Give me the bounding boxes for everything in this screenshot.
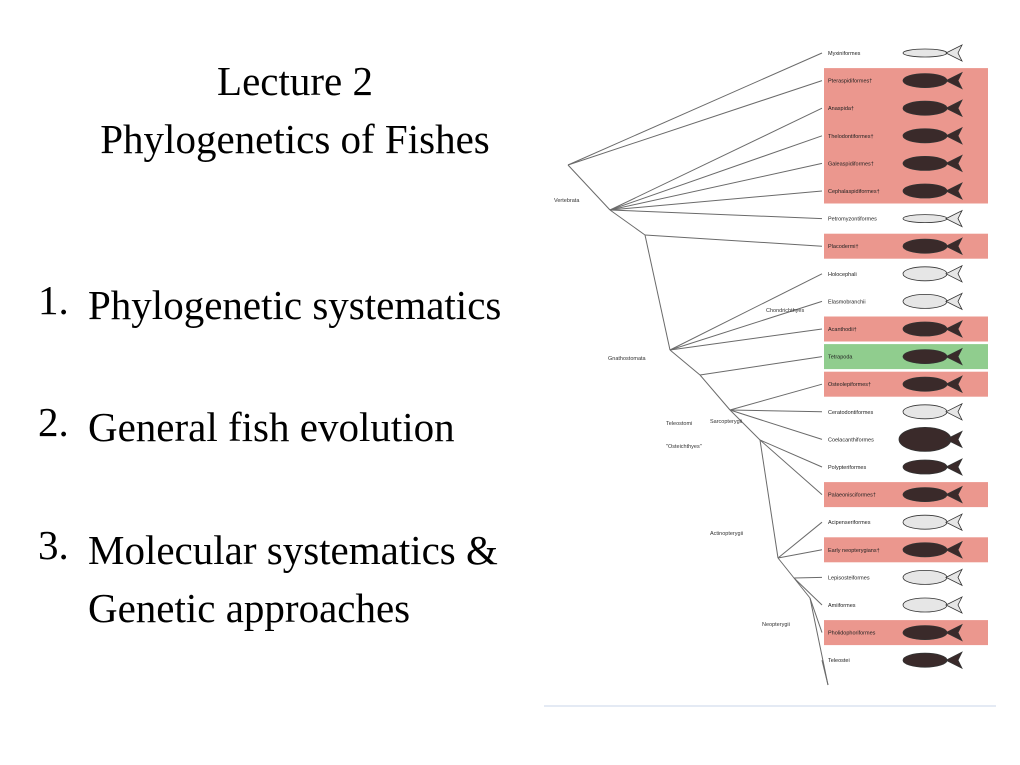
taxon-label-thelodontiformes: Thelodontiformes† — [828, 133, 874, 140]
tree-branch — [760, 440, 778, 558]
taxon-label-tetrapoda: Tetrapoda — [828, 354, 853, 361]
taxon-label-myxiniformes: Myxiniformes — [828, 51, 861, 57]
tree-branch — [670, 350, 700, 375]
fish-tail-acipenseriformes — [946, 514, 962, 530]
fish-tail-petromyzontiformes — [946, 211, 962, 227]
fish-silhouette-thelodontiformes — [903, 129, 947, 143]
fish-silhouette-elasmobranchii — [903, 294, 947, 308]
taxon-label-ceratodontiformes: Ceratodontiformes — [828, 409, 874, 416]
taxon-label-teleostei: Teleostei — [828, 658, 850, 665]
fish-silhouette-galeaspidiformes — [903, 156, 947, 170]
topic-text — [88, 521, 498, 637]
tree-branch — [610, 163, 822, 210]
tree-branch — [670, 329, 822, 350]
fish-silhouette-osteolepiformes — [903, 377, 947, 391]
fish-tail-lepisosteiformes — [946, 569, 962, 585]
tree-branch — [778, 558, 794, 578]
tree-branch — [610, 210, 645, 235]
clade-label-osteichthyes: "Osteichthyes" — [666, 444, 702, 450]
clade-label-teleostomi: Teleostomi — [666, 421, 693, 427]
fish-silhouette-ceratodontiformes — [903, 405, 947, 419]
taxon-label-cephalaspidiformes: Cephalaspidiformes† — [828, 189, 880, 195]
slide-title — [30, 52, 560, 168]
fish-silhouette-early-neopterygians — [903, 543, 947, 557]
tree-branch — [645, 235, 670, 350]
tree-branch — [610, 108, 822, 210]
fish-silhouette-petromyzontiformes — [903, 215, 947, 223]
tree-branch — [610, 136, 822, 210]
tree-branch — [568, 53, 822, 165]
taxon-label-anaspida: Anaspida† — [828, 106, 854, 113]
fish-silhouette-myxiniformes — [903, 49, 947, 57]
tree-branch — [794, 577, 822, 578]
tree-branch — [760, 440, 822, 495]
taxon-label-lepisosteiformes: Lepisosteiformes — [828, 575, 870, 582]
clade-label-sarcopterygii: Sarcopterygii — [710, 419, 743, 425]
topic-number: 3. — [38, 522, 69, 568]
fish-silhouette-lepisosteiformes — [903, 570, 947, 584]
fish-silhouette-tetrapoda — [903, 350, 947, 364]
fish-silhouette-placodermi — [903, 239, 947, 253]
fish-tail-ceratodontiformes — [946, 404, 962, 420]
fish-tail-elasmobranchii — [946, 293, 962, 309]
fish-silhouette-palaeonisciformes — [903, 488, 947, 502]
taxon-label-early-neopterygians: Early neopterygians† — [828, 547, 880, 554]
tree-branch — [568, 81, 822, 165]
topic-line: General fish evolution — [88, 404, 455, 450]
topic-number: 2. — [38, 399, 69, 445]
taxon-label-placodermi: Placodermi† — [828, 244, 859, 251]
clade-label-vertebrata: Vertebrata — [554, 198, 580, 204]
taxon-label-amiiformes: Amiiformes — [828, 603, 856, 609]
tree-branch — [730, 384, 822, 410]
tree-branch — [700, 357, 822, 375]
fish-tail-holocephali — [946, 266, 962, 282]
fish-silhouette-pteraspidiformes — [903, 74, 947, 88]
fish-silhouette-cephalaspidiformes — [903, 184, 947, 198]
fish-silhouette-teleostei — [903, 653, 947, 667]
taxon-label-petromyzontiformes: Petromyzontiformes — [828, 216, 877, 223]
title-line-1: Lecture 2 — [217, 58, 373, 104]
topic-text — [88, 398, 455, 456]
taxon-label-acanthodii: Acanthodii† — [828, 327, 857, 333]
fish-silhouette-pholidophoriformes — [903, 626, 947, 640]
title-line-2: Phylogenetics of Fishes — [100, 116, 490, 162]
taxon-label-palaeonisciformes: Palaeonisciformes† — [828, 492, 876, 499]
fish-silhouette-amiiformes — [903, 598, 947, 612]
tree-branch — [610, 210, 822, 219]
fish-tail-amiiformes — [946, 597, 962, 613]
fish-silhouette-acipenseriformes — [903, 515, 947, 529]
tree-branch — [730, 410, 822, 439]
taxon-label-osteolepiformes: Osteolepiformes† — [828, 382, 872, 389]
tree-branch — [730, 410, 822, 412]
taxon-label-elasmobranchii: Elasmobranchii — [828, 299, 866, 306]
clade-label-chondrichthyes: Chondrichthyes — [766, 308, 805, 314]
tree-branch — [778, 522, 822, 558]
fish-phylogeny-tree — [540, 30, 1000, 710]
taxon-label-coelacanthiformes: Coelacanthiformes — [828, 437, 874, 444]
topic-line: Phylogenetic systematics — [88, 282, 502, 328]
tree-branch — [610, 191, 822, 210]
fish-tail-myxiniformes — [946, 45, 962, 61]
topic-number: 1. — [38, 277, 69, 323]
tree-branch — [778, 550, 822, 558]
clade-label-neopterygii: Neopterygii — [762, 622, 790, 628]
topic-line: Genetic approaches — [88, 585, 411, 631]
taxon-label-polypteriformes: Polypteriformes — [828, 465, 867, 471]
taxon-label-acipenseriformes: Acipenseriformes — [828, 520, 871, 527]
clade-label-gnathostomata: Gnathostomata — [608, 356, 646, 362]
tree-branch — [645, 235, 822, 246]
topic-line: Molecular systematics & — [88, 527, 498, 573]
fish-silhouette-acanthodii — [903, 322, 947, 336]
tree-branch — [760, 440, 822, 467]
fish-silhouette-coelacanthiformes — [899, 427, 951, 451]
tree-branches — [568, 53, 828, 685]
fish-silhouette-anaspida — [903, 101, 947, 115]
taxon-label-pteraspidiformes: Pteraspidiformes† — [828, 78, 873, 85]
taxon-label-galeaspidiformes: Galeaspidiformes† — [828, 161, 874, 168]
tree-branch — [700, 375, 730, 410]
topic-text — [88, 276, 501, 334]
taxon-label-pholidophoriformes: Pholidophoriformes — [828, 630, 876, 637]
clade-label-actinopterygii: Actinopterygii — [710, 531, 744, 537]
fish-silhouette-polypteriformes — [903, 460, 947, 474]
fish-tail-teleostei — [946, 652, 962, 668]
taxon-label-holocephali: Holocephali — [828, 271, 857, 278]
fish-silhouette-holocephali — [903, 267, 947, 281]
tree-branch — [794, 578, 822, 605]
fish-tail-polypteriformes — [946, 459, 962, 475]
